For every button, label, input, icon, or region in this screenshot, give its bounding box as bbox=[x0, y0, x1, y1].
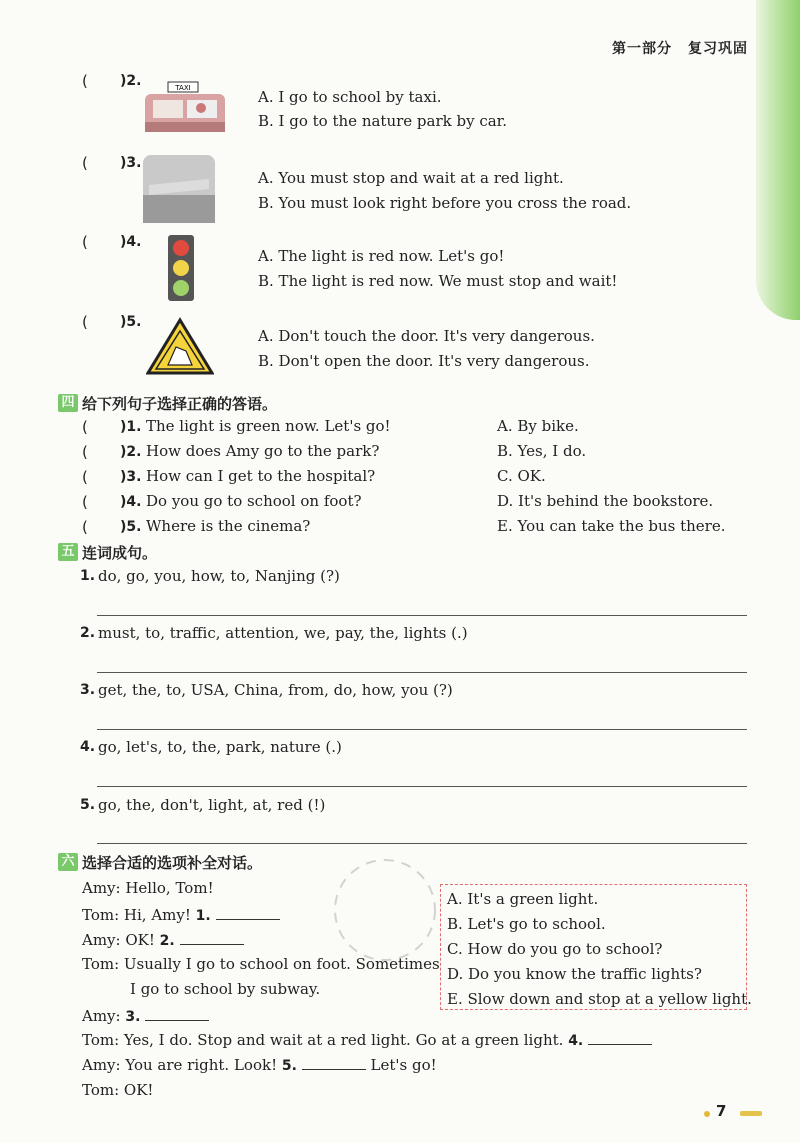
dialog-option: C. How do you go to school? bbox=[447, 940, 663, 958]
section-five-title: 连词成句。 bbox=[82, 544, 158, 562]
dialog-text: Amy: bbox=[82, 1007, 121, 1025]
option-b: B. Don't open the door. It's very dangerous. bbox=[258, 352, 590, 370]
option-a: A. The light is red now. Let's go! bbox=[258, 247, 505, 265]
answer-blank[interactable] bbox=[216, 905, 280, 920]
word-list: get, the, to, USA, China, from, do, how, you (?) bbox=[98, 681, 453, 699]
section-six-icon: 六 bbox=[58, 853, 78, 871]
item-number: )5. bbox=[120, 314, 142, 330]
svg-text:TAXI: TAXI bbox=[175, 84, 191, 92]
dialog-option: A. It's a green light. bbox=[447, 890, 599, 908]
look-right-sign-image bbox=[143, 155, 215, 223]
dialog-option: D. Do you know the traffic lights? bbox=[447, 965, 702, 983]
page-number: 7 bbox=[716, 1102, 727, 1120]
answer-paren[interactable]: ( bbox=[82, 518, 117, 536]
dialog-option: B. Let's go to school. bbox=[447, 915, 606, 933]
answer-option: A. By bike. bbox=[497, 417, 579, 435]
answer-paren[interactable]: ( bbox=[82, 313, 117, 331]
page-header bbox=[612, 38, 748, 58]
item-number: 1. bbox=[80, 568, 96, 584]
question-number: )3. bbox=[120, 469, 142, 485]
blank-number: 3. bbox=[125, 1009, 141, 1025]
question-text: Do you go to school on foot? bbox=[146, 492, 362, 510]
dialog-line: Tom: OK! bbox=[82, 1081, 154, 1099]
dialog-line bbox=[82, 1055, 437, 1074]
header-part: 第一部分 bbox=[612, 41, 672, 57]
dialog-line bbox=[82, 1030, 652, 1049]
blank-number: 1. bbox=[195, 908, 211, 924]
answer-paren[interactable]: ( bbox=[82, 418, 117, 436]
question-number: )5. bbox=[120, 519, 142, 535]
footer-dot-icon bbox=[704, 1111, 710, 1117]
answer-line[interactable] bbox=[97, 786, 747, 787]
green-edge-decoration bbox=[756, 0, 800, 320]
item-number: )4. bbox=[120, 234, 142, 250]
warning-sign-image bbox=[146, 317, 214, 375]
answer-option: D. It's behind the bookstore. bbox=[497, 492, 714, 510]
answer-blank[interactable] bbox=[145, 1006, 209, 1021]
word-list: must, to, traffic, attention, we, pay, the, lights (.) bbox=[98, 624, 468, 642]
question-text: The light is green now. Let's go! bbox=[146, 417, 391, 435]
word-list: do, go, you, how, to, Nanjing (?) bbox=[98, 567, 340, 585]
item-number: )3. bbox=[120, 155, 142, 171]
question-text: How can I get to the hospital? bbox=[146, 467, 376, 485]
dialog-text: Let's go! bbox=[370, 1056, 437, 1074]
answer-line[interactable] bbox=[97, 729, 747, 730]
answer-paren[interactable]: ( bbox=[82, 443, 117, 461]
answer-paren[interactable]: ( bbox=[82, 154, 117, 172]
question-text: How does Amy go to the park? bbox=[146, 442, 380, 460]
answer-option: B. Yes, I do. bbox=[497, 442, 587, 460]
dialog-line: Amy: Hello, Tom! bbox=[82, 879, 214, 897]
answer-option: C. OK. bbox=[497, 467, 546, 485]
item-number: 4. bbox=[80, 739, 96, 755]
dialog-option: E. Slow down and stop at a yellow light. bbox=[447, 990, 752, 1008]
word-list: go, the, don't, light, at, red (!) bbox=[98, 796, 326, 814]
option-b: B. The light is red now. We must stop and wait! bbox=[258, 272, 618, 290]
question-number: )1. bbox=[120, 419, 142, 435]
option-b: B. You must look right before you cross the road. bbox=[258, 194, 632, 212]
section-five-icon: 五 bbox=[58, 543, 78, 561]
dialog-text: Amy: You are right. Look! bbox=[82, 1056, 278, 1074]
option-b: B. I go to the nature park by car. bbox=[258, 112, 507, 130]
item-number: )2. bbox=[120, 73, 142, 89]
section-six-title: 选择合适的选项补全对话。 bbox=[82, 854, 263, 872]
answer-option: E. You can take the bus there. bbox=[497, 517, 726, 535]
answer-blank[interactable] bbox=[180, 930, 244, 945]
blank-number: 5. bbox=[281, 1058, 297, 1074]
header-title: 复习巩固 bbox=[688, 41, 748, 57]
dialog-line: I go to school by subway. bbox=[130, 980, 321, 998]
dialog-line: Tom: Usually I go to school on foot. Sometimes bbox=[82, 955, 440, 973]
blank-number: 2. bbox=[159, 933, 175, 949]
footer-bar-decoration bbox=[740, 1111, 762, 1116]
section-four-title: 给下列句子选择正确的答语。 bbox=[82, 395, 278, 413]
answer-line[interactable] bbox=[97, 672, 747, 673]
section-four-icon: 四 bbox=[58, 394, 78, 412]
taxi-image bbox=[143, 80, 228, 135]
answer-line[interactable] bbox=[97, 615, 747, 616]
item-number: 3. bbox=[80, 682, 96, 698]
answer-paren[interactable]: ( bbox=[82, 493, 117, 511]
question-number: )4. bbox=[120, 494, 142, 510]
option-a: A. You must stop and wait at a red light. bbox=[258, 169, 564, 187]
dialog-text: Tom: Hi, Amy! bbox=[82, 906, 191, 924]
answer-paren[interactable]: ( bbox=[82, 233, 117, 251]
answer-line[interactable] bbox=[97, 843, 747, 844]
dialog-line bbox=[82, 905, 280, 924]
dialog-text: Amy: OK! bbox=[82, 931, 155, 949]
dialog-line bbox=[82, 930, 244, 949]
dialog-line bbox=[82, 1006, 209, 1025]
answer-paren[interactable]: ( bbox=[82, 72, 117, 90]
option-a: A. I go to school by taxi. bbox=[258, 88, 442, 106]
question-number: )2. bbox=[120, 444, 142, 460]
word-list: go, let's, to, the, park, nature (.) bbox=[98, 738, 342, 756]
answer-paren[interactable]: ( bbox=[82, 468, 117, 486]
item-number: 5. bbox=[80, 797, 96, 813]
answer-blank[interactable] bbox=[302, 1055, 366, 1070]
answer-blank[interactable] bbox=[588, 1030, 652, 1045]
dialog-text: Tom: Yes, I do. Stop and wait at a red light. Go at a green light. bbox=[82, 1031, 564, 1049]
traffic-light-image bbox=[167, 234, 195, 302]
item-number: 2. bbox=[80, 625, 96, 641]
question-text: Where is the cinema? bbox=[146, 517, 311, 535]
blank-number: 4. bbox=[568, 1033, 584, 1049]
option-a: A. Don't touch the door. It's very dangerous. bbox=[258, 327, 595, 345]
